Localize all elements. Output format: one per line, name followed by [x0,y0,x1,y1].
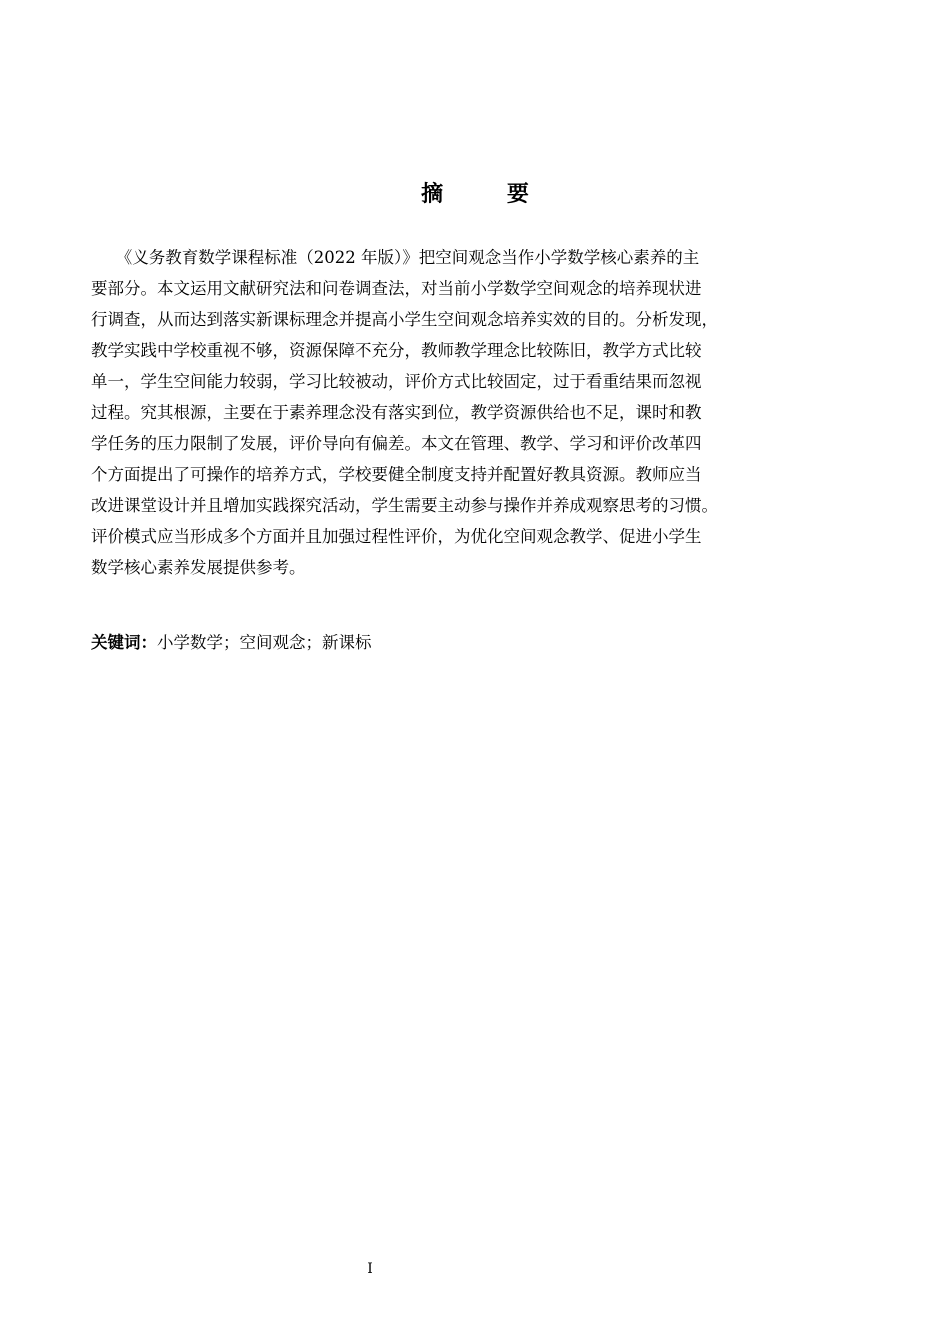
abstract-line: 单一，学生空间能力较弱，学习比较被动，评价方式比较固定，过于看重结果而忽视 [91,372,702,391]
abstract-line: 过程。究其根源，主要在于素养理念没有落实到位，教学资源供给也不足，课时和教 [91,403,702,422]
abstract-line: 教学实践中学校重视不够，资源保障不充分，教师教学理念比较陈旧，教学方式比较 [91,341,702,360]
keywords-label: 关键词： [91,633,157,652]
abstract-line: 数学核心素养发展提供参考。 [91,558,306,577]
abstract-line: 改进课堂设计并且增加实践探究活动，学生需要主动参与操作并养成观察思考的习惯。 [91,496,718,515]
abstract-line: 《义务教育数学课程标准（2022 年版）》把空间观念当作小学数学核心素养的主 [91,248,700,267]
abstract-line: 个方面提出了可操作的培养方式，学校要健全制度支持并配置好教具资源。教师应当 [91,465,702,484]
abstract-line: 评价模式应当形成多个方面并且加强过程性评价，为优化空间观念教学、促进小学生 [91,527,702,546]
keywords-row [91,627,372,658]
abstract-title: 摘 要 [421,182,557,207]
keywords-text: 小学数学；空间观念；新课标 [157,633,372,652]
abstract-line: 行调查，从而达到落实新课标理念并提高小学生空间观念培养实效的目的。分析发现， [91,310,718,329]
abstract-line: 要部分。本文运用文献研究法和问卷调查法，对当前小学数学空间观念的培养现状进 [91,279,702,298]
abstract-line: 学任务的压力限制了发展，评价导向有偏差。本文在管理、教学、学习和评价改革四 [91,434,702,453]
abstract-body [91,242,811,583]
page-number: I [367,1261,373,1277]
